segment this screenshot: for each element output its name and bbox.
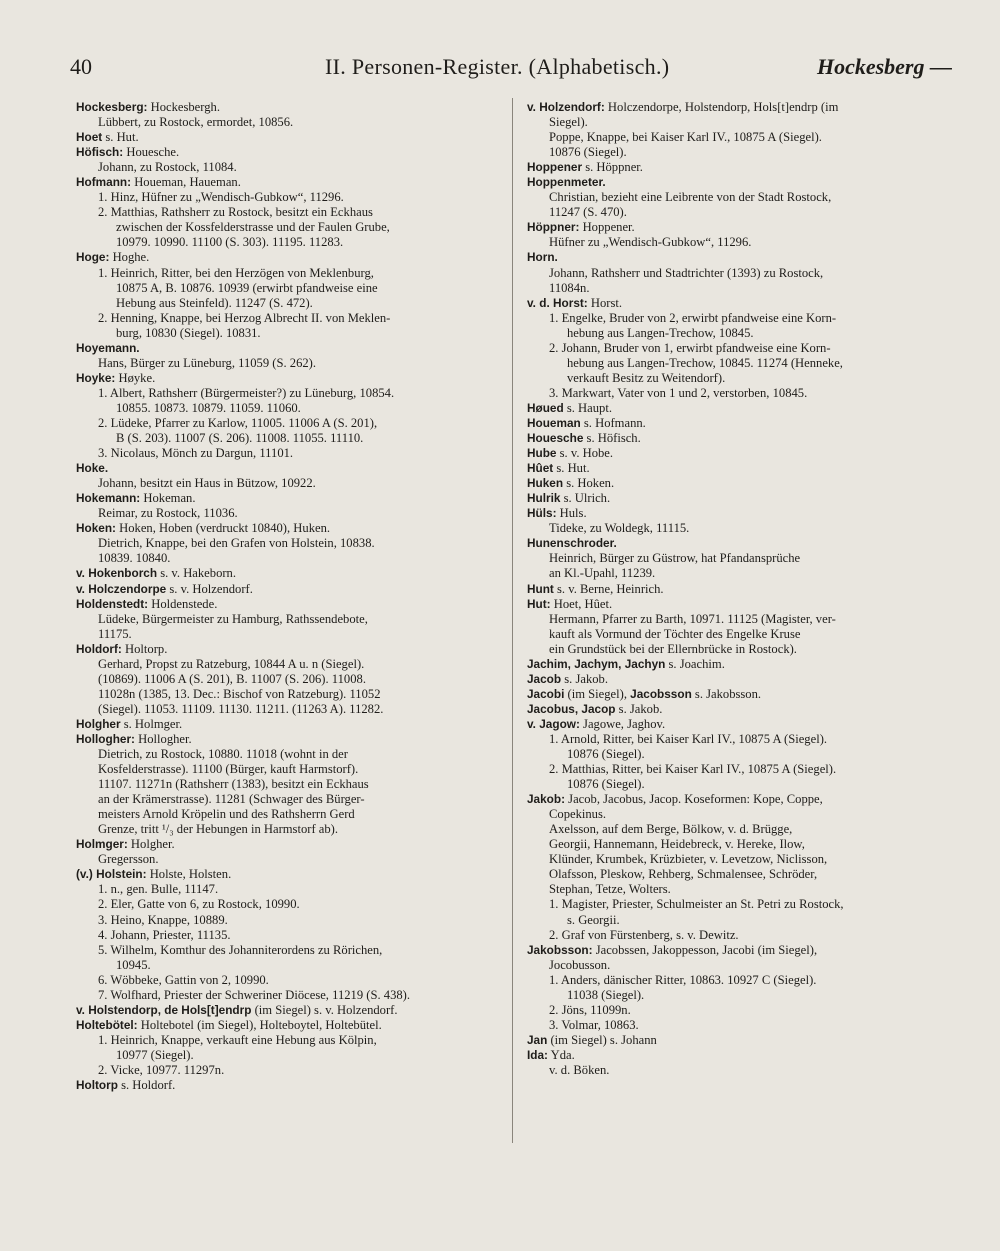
page-number: 40 [70, 54, 92, 79]
entry-line: 2. Lüdeke, Pfarrer zu Karlow, 11005. 11006 A (S. 201), [98, 415, 378, 430]
register-entry [527, 401, 957, 416]
entry-headword: Jacobi [527, 686, 565, 701]
entry-line: (10869). 11006 A (S. 201), B. 11007 (S. 206). 11008. [98, 671, 366, 686]
entry-line: Dietrich, Knappe, bei den Grafen von Holstein, 10838. [98, 536, 375, 551]
entry-headline [527, 296, 957, 311]
register-entry [527, 446, 957, 461]
entry-headword: Hockesberg: [76, 100, 148, 114]
entry-headword: Hoyke: [76, 370, 116, 385]
entry-line: Johann, Rathsherr und Stadtrichter (1393) zu Rostock, [549, 265, 824, 280]
entry-variants: Holtorp. [121, 641, 168, 656]
entry-headline [527, 431, 957, 446]
entry-line: 10876 (Siegel). [567, 747, 645, 762]
entry-variants: Hoken, Hoben (verdruckt 10840), Huken. [115, 521, 331, 536]
entry-line: Axelsson, auf dem Berge, Bölkow, v. d. Brügge, [549, 822, 793, 837]
entry-variants: Houeman, Haueman. [131, 175, 241, 190]
register-entry [76, 371, 506, 461]
register-entry [527, 702, 957, 717]
register-entry [76, 717, 506, 732]
register-entry [76, 582, 506, 597]
column-divider [512, 98, 513, 1143]
entry-headline [76, 100, 506, 115]
register-entry [527, 687, 957, 702]
entry-line: 1. Magister, Priester, Schulmeister an St. Petri zu Rostock, [549, 897, 844, 912]
register-entry [76, 521, 506, 566]
entry-line: 1. n., gen. Bulle, 11147. [98, 882, 219, 897]
register-entry [527, 476, 957, 491]
entry-headline [527, 702, 957, 717]
entry-line: 2. Matthias, Ritter, bei Kaiser Karl IV., 10875 A (Siegel). [549, 762, 837, 777]
entry-variants: Holtebotel (im Siegel), Holteboytel, Holtebütel. [137, 1017, 382, 1032]
entry-headline [76, 175, 506, 190]
entry-variants: (im Siegel) s. v. Holzendorf. [251, 1002, 398, 1017]
entry-line: 6. Wöbbeke, Gattin von 2, 10990. [98, 972, 269, 987]
entry-line: kauft als Vormund der Töchter des Engelke Kruse [549, 626, 801, 641]
register-entry [76, 566, 506, 581]
entry-line: 1. Arnold, Ritter, bei Kaiser Karl IV., 10875 A (Siegel). [549, 731, 828, 746]
entry-line: 10945. [116, 957, 151, 972]
entry-headline [76, 341, 506, 356]
register-entry [527, 792, 957, 942]
entry-variants: Jacobssen, Jakoppesson, Jacobi (im Siegel), [592, 942, 818, 957]
entry-line: 1. Heinrich, Ritter, bei den Herzögen von Meklenburg, [98, 265, 374, 280]
entry-variants: Hokeman. [140, 491, 196, 506]
entry-headline [76, 461, 506, 476]
entry-line: 10875 A, B. 10876. 10939 (erwirbt pfandweise eine [116, 280, 378, 295]
entry-variants: s. Jakobsson. [691, 686, 762, 701]
entry-variants: Jacob, Jacobus, Jacop. Koseformen: Kope, Coppe, [565, 792, 823, 807]
register-entry [527, 536, 957, 581]
entry-line: s. Georgii. [567, 912, 620, 927]
entry-headline [76, 130, 506, 145]
entry-line: 11028n (1385, 13. Dec.: Bischof von Ratzeburg). 11052 [98, 686, 381, 701]
entry-headline [527, 792, 957, 807]
entry-line: Siegel). [549, 115, 588, 130]
entry-line: 5. Wilhelm, Komthur des Johanniterordens zu Rörichen, [98, 942, 383, 957]
entry-headword: Holmger: [76, 837, 128, 852]
entry-line: B (S. 203). 11007 (S. 206). 11008. 11055. 11110. [116, 431, 364, 446]
entry-variants: Hoppener. [579, 220, 635, 235]
entry-line: hebung aus Langen-Trechow, 10845. [567, 325, 754, 340]
entry-line: Georgii, Hannemann, Heidebreck, v. Hereke, Ilow, [549, 837, 805, 852]
entry-variants: s. Haupt. [563, 400, 612, 415]
entry-headword: Hûet [527, 461, 554, 476]
entry-line: Gregersson. [98, 852, 159, 867]
register-entry [527, 672, 957, 687]
entry-headline [527, 943, 957, 958]
left-column [76, 100, 506, 1093]
running-head: Hockesberg — [816, 54, 952, 79]
entry-headword: Hut: [527, 596, 551, 611]
entry-headline [527, 687, 957, 702]
entry-headword: Holgher [76, 716, 121, 731]
entry-headline [527, 582, 957, 597]
entry-headline [527, 160, 957, 175]
entry-variants: s. Höppner. [582, 160, 643, 175]
entry-line: verkauft Besitz zu Weitendorf). [567, 370, 726, 385]
entry-line: 2. Eler, Gatte von 6, zu Rostock, 10990. [98, 897, 300, 912]
entry-line: 3. Markwart, Vater von 1 und 2, verstorben, 10845. [549, 385, 808, 400]
entry-line: 1. Engelke, Bruder von 2, erwirbt pfandweise eine Korn- [549, 310, 837, 325]
entry-line: Lübbert, zu Rostock, ermordet, 10856. [98, 115, 294, 130]
entry-line: hebung aus Langen-Trechow, 10845. 11274 (Henneke, [567, 355, 843, 370]
entry-headword: (v.) Holstein: [76, 867, 147, 882]
register-entry [76, 1003, 506, 1018]
entry-variants: s. Jakob. [561, 671, 608, 686]
entry-headline [76, 1018, 506, 1033]
entry-variants: s. v. Holzendorf. [166, 581, 253, 596]
entry-variants: Holgher. [127, 837, 175, 852]
entry-line: 2. Vicke, 10977. 11297n. [98, 1063, 225, 1077]
entry-headline [527, 1048, 957, 1063]
entry-headline [527, 672, 957, 687]
register-entry [527, 416, 957, 431]
entry-headword: Houeman [527, 415, 581, 430]
entry-line: an Kl.-Upahl, 11239. [549, 566, 656, 581]
entry-variants: s. v. Hobe. [556, 446, 614, 461]
entry-headword: Jan [527, 1032, 548, 1047]
entry-variants: Houesche. [123, 145, 180, 160]
entry-variants: Jagowe, Jaghov. [579, 716, 666, 731]
entry-headword: Jachim, Jachym, Jachyn [527, 656, 666, 671]
entry-line: 3. Volmar, 10863. [549, 1017, 639, 1032]
entry-headword: Høued [527, 400, 564, 415]
register-entry [527, 943, 957, 1033]
entry-headword: Hoet [76, 130, 103, 145]
entry-line: Christian, bezieht eine Leibrente von der Stadt Rostock, [549, 190, 832, 205]
entry-headline [527, 220, 957, 235]
entry-line: Poppe, Knappe, bei Kaiser Karl IV., 10875 A (Siegel). [549, 130, 822, 145]
entry-line: 2. Jöns, 11099n. [549, 1002, 631, 1017]
register-entry [76, 837, 506, 867]
entry-headword: Huken [527, 476, 564, 491]
entry-variants: s. Hut. [102, 130, 139, 145]
entry-line: Hans, Bürger zu Lüneburg, 11059 (S. 262). [98, 355, 317, 370]
entry-headline [76, 717, 506, 732]
register-entry [76, 100, 506, 130]
entry-line: 11107. 11271n (Rathsherr (1383), besitzt ein Eckhaus [98, 777, 369, 792]
entry-headword: Jacobsson [630, 686, 692, 701]
entry-variants: s. Ulrich. [560, 491, 611, 506]
entry-headword: Ida: [527, 1047, 548, 1062]
entry-line: Jocobusson. [549, 957, 611, 972]
entry-headword: Jakob: [527, 792, 566, 807]
register-entry [527, 506, 957, 536]
register-entry [527, 491, 957, 506]
entry-variants: Huls. [556, 506, 587, 521]
entry-variants: (im Siegel), [564, 686, 631, 701]
entry-line: 10977 (Siegel). [116, 1047, 194, 1062]
entry-line: 1. Anders, dänischer Ritter, 10863. 10927 C (Siegel). [549, 972, 817, 987]
entry-line: Lüdeke, Bürgermeister zu Hamburg, Rathssendebote, [98, 611, 368, 626]
entry-line: 4. Johann, Priester, 11135. [98, 927, 231, 942]
entry-headword: v. Holstendorp, de Hols[t]endrp [76, 1002, 252, 1017]
entry-variants: s. Höfisch. [583, 431, 641, 446]
entry-headword: Hoke. [76, 461, 109, 476]
entry-line: Hebung aus Steinfeld). 11247 (S. 472). [116, 295, 313, 310]
entry-line: 1. Albert, Rathsherr (Bürgermeister?) zu Lüneburg, 10854. [98, 385, 395, 400]
register-entry [76, 130, 506, 145]
page-title: II. Personen-Register. (Alphabetisch.) [325, 54, 670, 79]
entry-headline [527, 506, 957, 521]
register-entry [76, 642, 506, 717]
entry-headline [527, 536, 957, 551]
entry-line: Kosfelderstrasse). 11100 (Bürger, kauft Harmstorf). [98, 762, 359, 777]
entry-headline [76, 597, 506, 612]
entry-headword: Holtebötel: [76, 1017, 138, 1032]
entry-line: Heinrich, Bürger zu Güstrow, hat Pfandansprüche [549, 551, 801, 566]
entry-headline [527, 476, 957, 491]
register-entry [76, 250, 506, 340]
register-entry [527, 717, 957, 792]
entry-line: zwischen der Kossfelderstrasse und der Faulen Grube, [116, 220, 390, 235]
entry-line: Grenze, tritt ¹/₃ der Hebungen in Harmstorf ab). [98, 822, 339, 837]
entry-line: 10839. 10840. [98, 551, 171, 566]
entry-variants: Høyke. [115, 370, 156, 385]
entry-line: 10855. 10873. 10879. 11059. 11060. [116, 400, 301, 415]
register-entry [527, 250, 957, 295]
entry-line: 11038 (Siegel). [567, 987, 645, 1002]
register-entry [76, 732, 506, 837]
entry-variants: Hollogher. [134, 731, 192, 746]
entry-headword: Hoppener [527, 160, 583, 175]
entry-line: Reimar, zu Rostock, 11036. [98, 506, 238, 521]
entry-variants: Holdenstede. [148, 596, 218, 611]
entry-headword: Hofmann: [76, 175, 132, 190]
page-header [70, 54, 952, 86]
entry-headword: Hoken: [76, 521, 116, 536]
register-entry [527, 431, 957, 446]
entry-line: 11247 (S. 470). [549, 205, 627, 220]
entry-line: 10876 (Siegel). [567, 777, 645, 792]
entry-line: Dietrich, zu Rostock, 10880. 11018 (wohnt in der [98, 747, 348, 762]
entry-line: 1. Hinz, Hüfner zu „Wendisch-Gubkow“, 11296. [98, 190, 344, 205]
entry-line: 2. Graf von Fürstenberg, s. v. Dewitz. [549, 927, 739, 942]
entry-line: (Siegel). 11053. 11109. 11130. 11211. (11263 A). 11282. [98, 701, 384, 716]
entry-line: 2. Matthias, Rathsherr zu Rostock, besitzt ein Eckhaus [98, 205, 373, 220]
register-entry [76, 145, 506, 175]
entry-line: v. d. Böken. [549, 1063, 610, 1077]
entry-headword: Hokemann: [76, 491, 141, 506]
register-entry [76, 461, 506, 491]
entry-headline [527, 717, 957, 732]
entry-headword: Hoppenmeter. [527, 175, 606, 190]
entry-line: Klünder, Krumbek, Krüzbieter, v. Levetzow, Niclisson, [549, 852, 828, 867]
entry-headline [527, 250, 957, 265]
entry-headline [76, 582, 506, 597]
entry-headline [527, 446, 957, 461]
register-entry [527, 220, 957, 250]
entry-variants: s. v. Berne, Heinrich. [553, 581, 664, 596]
entry-variants: s. Holmger. [120, 716, 183, 731]
entry-variants: s. Hoken. [563, 476, 615, 491]
register-entry [76, 597, 506, 642]
entry-headline [76, 1078, 506, 1093]
entry-line: Copekinus. [549, 807, 607, 822]
entry-variants: s. Hut. [553, 461, 590, 476]
entry-line: meisters Arnold Kröpelin und des Rathsherrn Gerd [98, 807, 355, 822]
register-entry [527, 657, 957, 672]
entry-headline [527, 175, 957, 190]
entry-headword: Höppner: [527, 220, 580, 235]
entry-variants: Holczendorpe, Holstendorp, Hols[t]endrp (im [604, 100, 839, 114]
register-entry [527, 160, 957, 175]
entry-headword: Hollogher: [76, 731, 135, 746]
entry-headline [76, 566, 506, 581]
entry-headword: Hoge: [76, 250, 110, 265]
entry-variants: s. Hofmann. [580, 415, 646, 430]
entry-line: burg, 10830 (Siegel). 10831. [116, 325, 261, 340]
entry-line: Johann, besitzt ein Haus in Bützow, 10922. [98, 476, 316, 491]
entry-line: 2. Johann, Bruder von 1, erwirbt pfandweise eine Korn- [549, 340, 831, 355]
register-entry [76, 175, 506, 250]
entry-variants: Hoghe. [109, 250, 150, 265]
entry-headline [76, 491, 506, 506]
entry-variants: Yda. [547, 1047, 575, 1062]
entry-headline [76, 145, 506, 160]
register-entry [527, 597, 957, 657]
entry-variants: s. v. Hakeborn. [157, 566, 237, 581]
entry-line: Hermann, Pfarrer zu Barth, 10971. 11125 (Magister, ver- [549, 611, 836, 626]
entry-headline [76, 867, 506, 882]
entry-headword: Hube [527, 446, 557, 461]
entry-headline [527, 100, 957, 115]
register-entry [527, 296, 957, 401]
entry-variants: s. Joachim. [665, 656, 725, 671]
entry-line: Gerhard, Propst zu Ratzeburg, 10844 A u. n (Siegel). [98, 656, 365, 671]
entry-variants: Horst. [587, 295, 623, 310]
entry-line: 10979. 10990. 11100 (S. 303). 11195. 11283. [116, 235, 344, 250]
entry-headword: Hulrik [527, 491, 561, 506]
entry-headline [76, 521, 506, 536]
register-entry [76, 1078, 506, 1093]
entry-headline [527, 461, 957, 476]
entry-line: ein Grundstück bei der Ellernbrücke in Rostock). [549, 641, 797, 656]
right-column [527, 100, 957, 1078]
entry-variants: s. Holdorf. [117, 1078, 176, 1093]
register-entry [527, 1048, 957, 1078]
entry-variants: Hoet, Hûet. [550, 596, 613, 611]
entry-line: 7. Wolfhard, Priester der Schweriner Diöcese, 11219 (S. 438). [98, 987, 411, 1002]
entry-headword: Holdorf: [76, 641, 122, 656]
register-entry [527, 100, 957, 160]
register-entry [76, 491, 506, 521]
entry-line: 11175. [98, 626, 132, 641]
entry-line: Hüfner zu „Wendisch-Gubkow“, 11296. [549, 235, 752, 250]
entry-headline [76, 1003, 506, 1018]
entry-headword: v. Holzendorf: [527, 100, 605, 114]
entry-headword: Horn. [527, 250, 558, 265]
entry-variants: Holste, Holsten. [146, 867, 232, 882]
entry-headline [527, 416, 957, 431]
entry-line: Johann, zu Rostock, 11084. [98, 160, 237, 175]
register-entry [527, 1033, 957, 1048]
entry-headword: Jacobus, Jacop [527, 701, 616, 716]
entry-line: 10876 (Siegel). [549, 145, 627, 160]
entry-line: 2. Henning, Knappe, bei Herzog Albrecht II. von Meklen- [98, 310, 391, 325]
entry-headline [76, 371, 506, 386]
entry-headline [76, 732, 506, 747]
entry-headword: Holtorp [76, 1078, 118, 1093]
entry-variants: (im Siegel) s. Johann [547, 1032, 657, 1047]
entry-variants: s. Jakob. [615, 701, 663, 716]
entry-headword: Houesche [527, 431, 584, 446]
entry-line: an der Krämerstrasse). 11281 (Schwager des Bürger- [98, 792, 365, 807]
entry-headword: Jakobsson: [527, 942, 593, 957]
entry-headword: v. Holczendorpe [76, 581, 167, 596]
entry-headline [527, 657, 957, 672]
entry-line: 11084n. [549, 280, 590, 295]
entry-headword: v. Hokenborch [76, 566, 158, 581]
register-entry [527, 461, 957, 476]
entry-line: Tideke, zu Woldegk, 11115. [549, 521, 690, 536]
entry-headline [76, 250, 506, 265]
entry-headline [76, 642, 506, 657]
entry-headword: Jacob [527, 671, 562, 686]
entry-headline [76, 837, 506, 852]
entry-headline [527, 597, 957, 612]
entry-headword: v. Jagow: [527, 716, 580, 731]
entry-headword: Hunt [527, 581, 554, 596]
entry-headline [527, 491, 957, 506]
entry-line: 3. Heino, Knappe, 10889. [98, 912, 228, 927]
register-entry [76, 867, 506, 1002]
entry-line: Olafsson, Pleskow, Rehberg, Schmalensee, Schröder, [549, 867, 818, 882]
entry-headline [527, 1033, 957, 1048]
entry-headword: Hüls: [527, 506, 557, 521]
entry-variants: Hockesbergh. [147, 100, 220, 114]
entry-headword: Hunenschroder. [527, 536, 617, 551]
entry-headline [527, 401, 957, 416]
entry-headword: Hoyemann. [76, 340, 140, 355]
entry-headword: v. d. Horst: [527, 295, 588, 310]
register-entry [527, 175, 957, 220]
entry-headword: Höfisch: [76, 145, 124, 160]
entry-line: 3. Nicolaus, Mönch zu Dargun, 11101. [98, 446, 294, 461]
register-entry [527, 582, 957, 597]
entry-headword: Holdenstedt: [76, 596, 149, 611]
register-entry [76, 1018, 506, 1078]
entry-line: Stephan, Tetze, Wolters. [549, 882, 671, 897]
entry-line: 1. Heinrich, Knappe, verkauft eine Hebung aus Kölpin, [98, 1032, 377, 1047]
register-entry [76, 341, 506, 371]
